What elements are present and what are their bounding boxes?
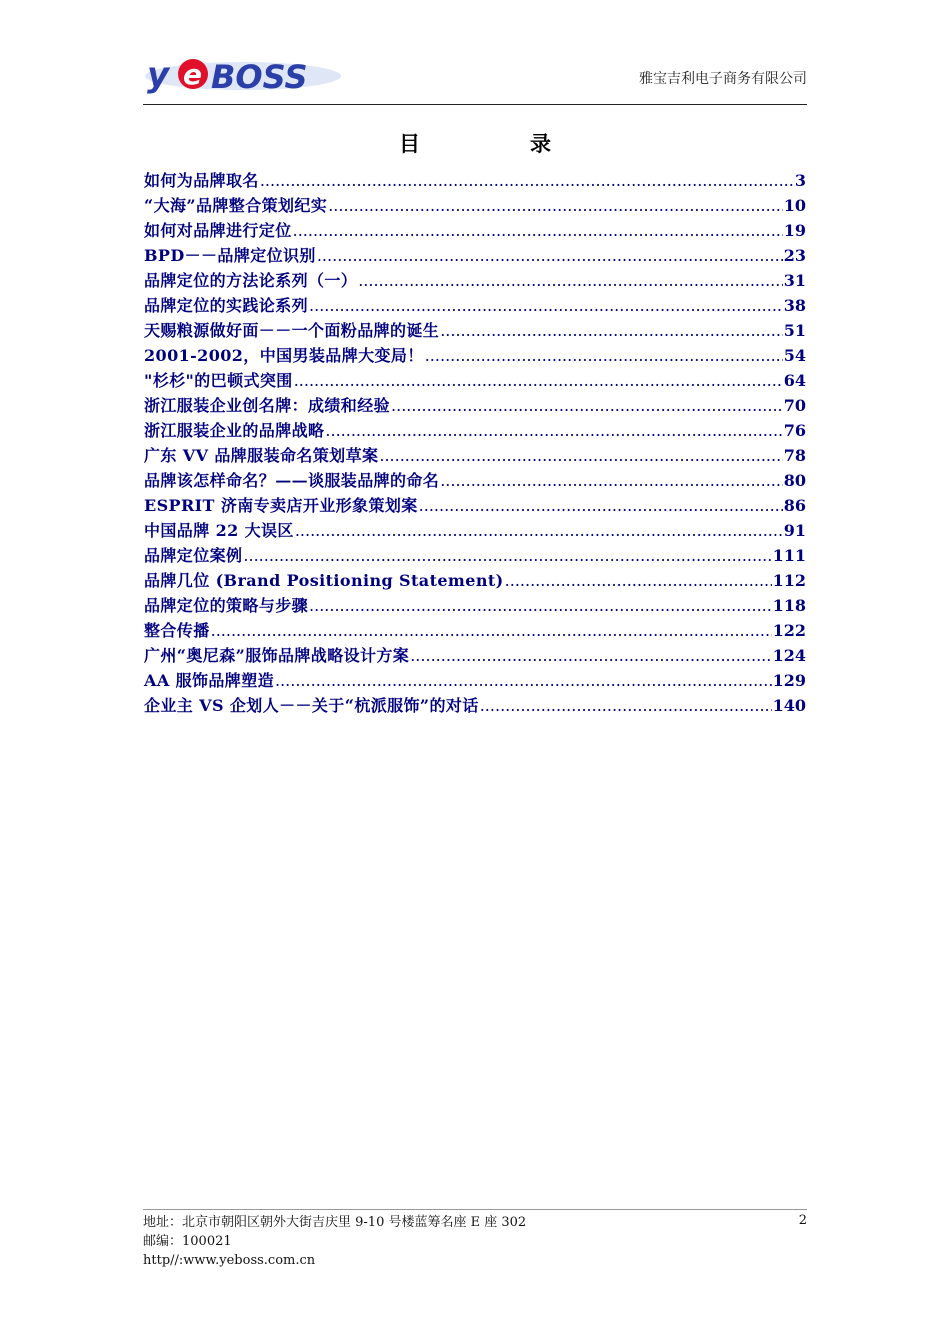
toc-entry-title[interactable]: 广东 VV 品牌服装命名策划草案	[144, 446, 379, 465]
toc-entry-title[interactable]: 广州“奥尼森”服饰品牌战略设计方案	[144, 646, 410, 665]
toc-entry-title[interactable]: 品牌定位的方法论系列（一）	[144, 271, 358, 290]
toc-entry[interactable]	[144, 393, 806, 418]
toc-dot-leader	[410, 643, 771, 668]
toc-entry-page[interactable]: 38	[783, 296, 806, 315]
toc-entry[interactable]	[144, 243, 806, 268]
toc-entry-title[interactable]: 中国品牌 22 大误区	[144, 521, 294, 540]
toc-entry[interactable]	[144, 593, 806, 618]
svg-text:BOSS: BOSS	[211, 58, 308, 96]
yeboss-logo	[143, 52, 343, 96]
footer-address: 地址：北京市朝阳区朝外大街吉庆里 9-10 号楼蓝筹名座 E 座 302	[143, 1215, 527, 1230]
toc-entry-page[interactable]: 118	[772, 596, 806, 615]
toc-entry-title[interactable]: 品牌定位的策略与步骤	[144, 596, 309, 615]
toc-dot-leader	[325, 418, 782, 443]
toc-entry-page[interactable]: 86	[783, 496, 806, 515]
toc-entry-title[interactable]: 整合传播	[144, 621, 210, 640]
toc-dot-leader	[317, 243, 783, 268]
toc-entry[interactable]	[144, 618, 806, 643]
toc-dot-leader	[379, 443, 782, 468]
toc-entry-page[interactable]: 76	[783, 421, 806, 440]
toc-dot-leader	[243, 543, 771, 568]
toc-entry-title[interactable]: 如何为品牌取名	[144, 171, 259, 190]
toc-title-right: 录	[530, 131, 551, 156]
toc-entry[interactable]	[144, 418, 806, 443]
toc-entry-page[interactable]: 54	[783, 346, 806, 365]
toc-dot-leader	[309, 593, 772, 618]
toc-entry[interactable]	[144, 293, 806, 318]
toc-entry-title[interactable]: 企业主 VS 企划人－－关于“杭派服饰”的对话	[144, 696, 479, 715]
toc-dot-leader	[505, 568, 772, 593]
toc-dot-leader	[391, 393, 783, 418]
toc-entry-page[interactable]: 23	[783, 246, 806, 265]
toc-entry-title[interactable]: AA 服饰品牌塑造	[144, 671, 274, 690]
page-number: 2	[798, 1213, 807, 1228]
toc-entry-page[interactable]: 140	[772, 696, 806, 715]
toc-title	[0, 128, 950, 158]
toc-entry[interactable]	[144, 543, 806, 568]
toc-entry[interactable]	[144, 168, 806, 193]
company-name: 雅宝吉利电子商务有限公司	[639, 71, 807, 87]
toc-entry-page[interactable]: 3	[794, 171, 806, 190]
toc-entry[interactable]	[144, 568, 806, 593]
toc-dot-leader	[425, 343, 783, 368]
toc-entry-page[interactable]: 10	[783, 196, 806, 215]
toc-entry[interactable]	[144, 218, 806, 243]
toc-entry-title[interactable]: 2001-2002，中国男装品牌大变局！	[144, 346, 424, 365]
toc-entry[interactable]	[144, 343, 806, 368]
toc-entry-title[interactable]: "杉杉"的巴顿式突围	[144, 371, 293, 390]
toc-entry-title[interactable]: 如何对品牌进行定位	[144, 221, 292, 240]
table-of-contents	[144, 168, 806, 718]
toc-entry[interactable]	[144, 468, 806, 493]
toc-entry-title[interactable]: 天赐粮源做好面－－一个面粉品牌的诞生	[144, 321, 440, 340]
toc-entry[interactable]	[144, 443, 806, 468]
toc-entry[interactable]	[144, 493, 806, 518]
toc-entry-page[interactable]: 111	[772, 546, 806, 565]
header-divider	[143, 104, 807, 105]
footer-postcode: 邮编：100021	[143, 1234, 232, 1249]
toc-entry-title[interactable]: 品牌该怎样命名？——谈服装品牌的命名	[144, 471, 440, 490]
footer	[143, 1213, 526, 1270]
toc-entry-page[interactable]: 122	[772, 621, 806, 640]
toc-dot-leader	[295, 518, 783, 543]
toc-entry[interactable]	[144, 318, 806, 343]
footer-divider	[143, 1209, 807, 1210]
toc-entry-title[interactable]: BPD－－品牌定位识别	[144, 246, 316, 265]
toc-entry[interactable]	[144, 643, 806, 668]
toc-dot-leader	[309, 293, 783, 318]
toc-title-left: 目	[399, 131, 420, 156]
toc-entry-page[interactable]: 51	[783, 321, 806, 340]
toc-dot-leader	[328, 193, 783, 218]
toc-entry-page[interactable]: 91	[783, 521, 806, 540]
toc-entry-page[interactable]: 31	[783, 271, 806, 290]
toc-entry-page[interactable]: 129	[772, 671, 806, 690]
toc-entry[interactable]	[144, 693, 806, 718]
toc-dot-leader	[440, 468, 783, 493]
toc-entry[interactable]	[144, 518, 806, 543]
toc-dot-leader	[419, 493, 783, 518]
toc-dot-leader	[275, 668, 772, 693]
footer-website[interactable]: http//:www.yeboss.com.cn	[143, 1253, 316, 1268]
toc-dot-leader	[294, 368, 783, 393]
toc-entry-title[interactable]: 品牌定位案例	[144, 546, 243, 565]
toc-entry-title[interactable]: “大海”品牌整合策划纪实	[144, 196, 328, 215]
toc-entry-title[interactable]: 浙江服装企业的品牌战略	[144, 421, 325, 440]
toc-entry-title[interactable]: 品牌定位的实践论系列	[144, 296, 309, 315]
toc-entry[interactable]	[144, 193, 806, 218]
toc-dot-leader	[440, 318, 783, 343]
toc-dot-leader	[480, 693, 772, 718]
toc-entry[interactable]	[144, 268, 806, 293]
toc-entry-page[interactable]: 112	[772, 571, 806, 590]
toc-entry-page[interactable]: 70	[783, 396, 806, 415]
toc-dot-leader	[358, 268, 783, 293]
toc-dot-leader	[211, 618, 772, 643]
toc-entry-page[interactable]: 124	[772, 646, 806, 665]
toc-dot-leader	[260, 168, 794, 193]
toc-entry-page[interactable]: 19	[783, 221, 806, 240]
toc-entry-page[interactable]: 78	[783, 446, 806, 465]
toc-entry[interactable]	[144, 668, 806, 693]
toc-entry[interactable]	[144, 368, 806, 393]
toc-entry-page[interactable]: 80	[783, 471, 806, 490]
toc-entry-title[interactable]: ESPRIT 济南专卖店开业形象策划案	[144, 496, 418, 515]
toc-dot-leader	[293, 218, 783, 243]
toc-entry-page[interactable]: 64	[783, 371, 806, 390]
svg-text:y: y	[147, 55, 170, 95]
toc-entry-title[interactable]: 品牌几位 (Brand Positioning Statement)	[144, 571, 504, 590]
svg-text:e: e	[183, 58, 202, 91]
toc-entry-title[interactable]: 浙江服装企业创名牌：成绩和经验	[144, 396, 391, 415]
